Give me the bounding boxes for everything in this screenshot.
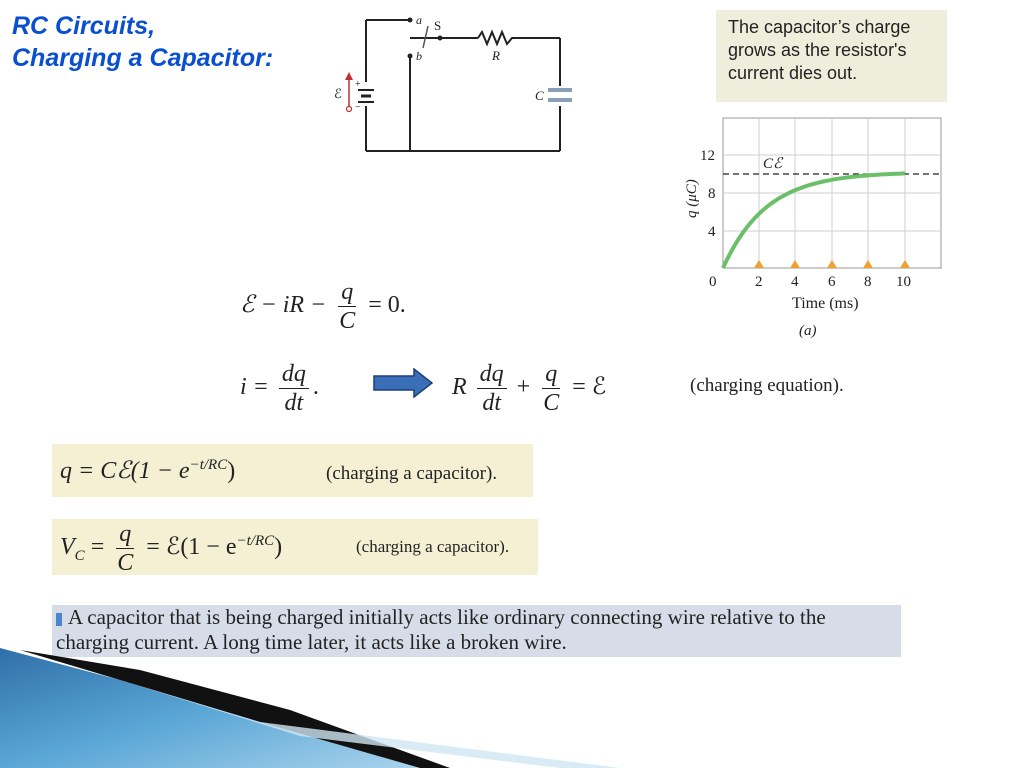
- charging-num-1: dq: [477, 360, 507, 389]
- charging-r: R: [452, 374, 467, 401]
- bullet-text: A capacitor that is being charged initially acts like ordinary connecting wire relative to the charging current. A long time later, it acts like a broken wire.: [56, 605, 826, 654]
- vc-num: q: [116, 520, 134, 549]
- resistor-label: R: [492, 48, 500, 63]
- title-line-2: Charging a Capacitor:: [12, 44, 274, 72]
- charging-fraction-2: [540, 360, 562, 417]
- loop-fraction: [336, 278, 358, 335]
- loop-lhs: ℰ − iR −: [240, 292, 327, 319]
- x-tick-0: 0: [709, 274, 717, 290]
- vc-den: C: [117, 550, 134, 576]
- vc-exponent: −t/RC: [236, 533, 275, 550]
- title-line-1: RC Circuits,: [12, 12, 156, 40]
- plus-label: +: [355, 79, 361, 90]
- explanation-note: [716, 10, 947, 102]
- asymptote-label: Cℰ: [763, 156, 783, 172]
- decorative-swoosh: [0, 640, 620, 768]
- charging-den-2: C: [543, 390, 560, 416]
- x-tick-4: 4: [791, 274, 799, 290]
- capacitor-label: C: [535, 88, 544, 103]
- current-den: dt: [284, 390, 304, 416]
- note-line-1: The capacitor’s charge: [728, 17, 911, 37]
- implies-arrow-icon: [372, 368, 434, 398]
- switch-s-label: S: [434, 18, 442, 33]
- loop-den: C: [339, 308, 356, 334]
- charging-rhs: = ℰ: [572, 374, 607, 401]
- charging-den-1: dt: [482, 390, 501, 416]
- current-num: dq: [279, 360, 309, 389]
- x-axis-label: Time (ms): [792, 295, 859, 312]
- vc-description: (charging a capacitor).: [356, 537, 510, 556]
- q-exponent: −t/RC: [189, 457, 228, 473]
- charging-plus: +: [516, 374, 531, 401]
- graph-caption: (a): [799, 323, 817, 339]
- switch-a-label: a: [416, 13, 422, 27]
- slide-title: [12, 10, 273, 74]
- q-close: ): [227, 458, 236, 484]
- y-tick-12: 12: [700, 148, 715, 164]
- switch-b-label: b: [416, 49, 422, 63]
- note-line-2: grows as the resistor's: [728, 40, 907, 60]
- vc-close: ): [274, 534, 283, 561]
- x-tick-6: 6: [828, 274, 836, 290]
- x-tick-8: 8: [864, 274, 872, 290]
- loop-num: q: [338, 278, 356, 307]
- y-tick-4: 4: [708, 224, 716, 240]
- vc-rhs: = ℰ(1 − e: [146, 534, 237, 561]
- q-solution-equation: [60, 456, 235, 485]
- charging-equation: [452, 360, 606, 417]
- current-fraction: [279, 360, 309, 417]
- x-tick-2: 2: [755, 274, 763, 290]
- current-end: .: [312, 374, 319, 401]
- minus-label: −: [355, 102, 361, 113]
- bullet-icon: [56, 613, 62, 626]
- q-description: (charging a capacitor).: [326, 463, 498, 484]
- charging-num-2: q: [542, 360, 560, 389]
- vc-sub: C: [74, 547, 85, 564]
- charge-vs-time-graph: [676, 110, 956, 345]
- vc-lhs: V: [60, 534, 75, 561]
- vc-eq: =: [90, 534, 105, 561]
- charging-description: (charging equation).: [690, 375, 844, 396]
- vc-fraction: [114, 520, 136, 577]
- x-tick-10: 10: [896, 274, 911, 290]
- rc-circuit-diagram: [330, 12, 590, 157]
- charging-fraction-1: [477, 360, 507, 417]
- y-axis-label: q (μC): [684, 179, 700, 218]
- loop-equation: [240, 278, 406, 335]
- vc-solution-equation: [60, 520, 282, 577]
- current-lhs: i =: [240, 374, 269, 401]
- emf-label: ℰ: [334, 86, 342, 101]
- note-line-3: current dies out.: [728, 63, 858, 83]
- current-equation: [240, 360, 319, 417]
- y-tick-8: 8: [708, 186, 716, 202]
- q-expr: q = Cℰ(1 − e: [60, 458, 190, 484]
- loop-rhs: = 0.: [368, 292, 406, 319]
